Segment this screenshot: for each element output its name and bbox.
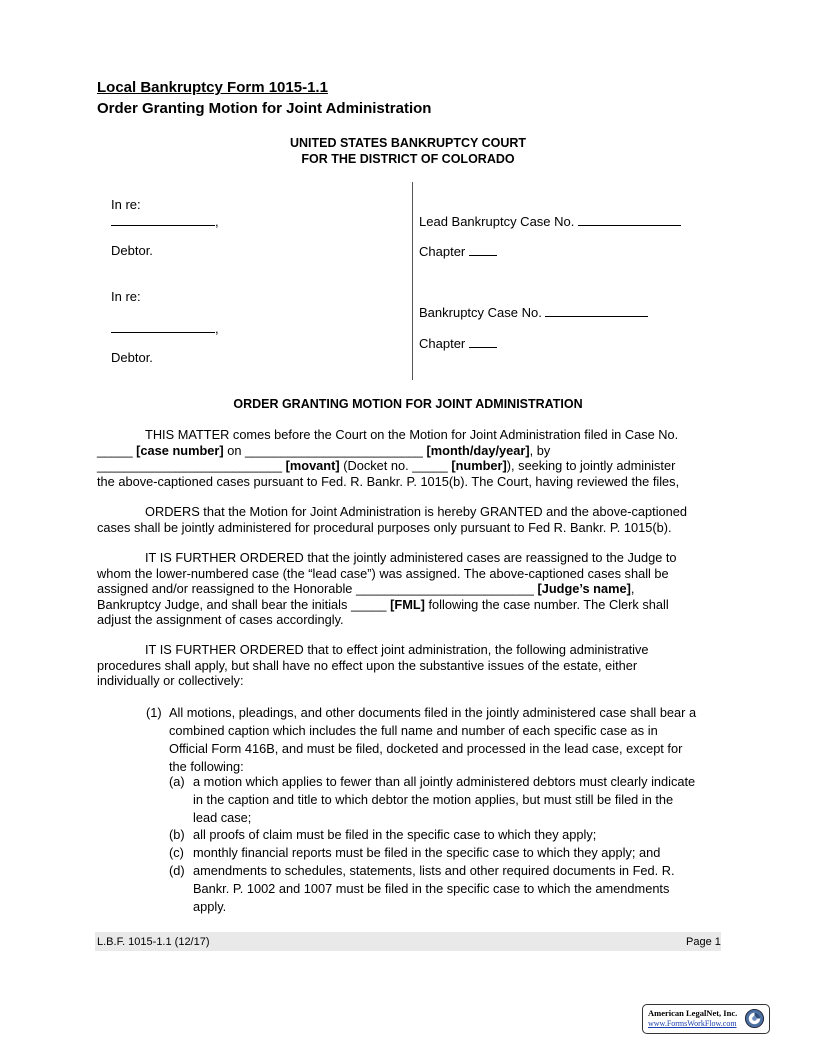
sub-item-a bbox=[193, 773, 721, 827]
chapter-1 bbox=[419, 243, 497, 260]
debtor-name-blank-2 bbox=[111, 320, 215, 333]
text: IT IS FURTHER ORDERED that to effect joint administration, the following administrative bbox=[145, 642, 649, 657]
text: the above-captioned cases pursuant to Fed. R. Bankr. P. 1015(b). The Court, having reviewed the files, bbox=[97, 473, 680, 489]
logo-url-link[interactable]: www.FormsWorkFlow.com bbox=[648, 1019, 737, 1028]
text: amendments to schedules, statements, lists and other required documents in Fed. R. bbox=[193, 863, 675, 878]
text: combined caption which includes the full name and number of each specific case as in bbox=[169, 723, 658, 738]
form-subtitle: Order Granting Motion for Joint Administration bbox=[97, 100, 432, 117]
text: monthly financial reports must be filed in the specific case to which they apply; and bbox=[193, 845, 661, 860]
judge-name-field: [Judge’s name] bbox=[537, 581, 631, 596]
chapter-label-1: Chapter bbox=[419, 244, 466, 259]
sub-item-label-d: (d) bbox=[169, 863, 185, 878]
text: adjust the assignment of cases accordingly. bbox=[97, 612, 344, 627]
blank: __________________________ bbox=[97, 458, 283, 473]
debtor-label-1: Debtor. bbox=[111, 243, 153, 258]
case-blank bbox=[545, 304, 648, 317]
text: ), seeking to jointly administer bbox=[506, 458, 676, 473]
text: , bbox=[630, 581, 635, 596]
case-label: Bankruptcy Case No. bbox=[419, 305, 542, 320]
text: (Docket no. _____ bbox=[343, 458, 448, 473]
debtor-name-blank-1 bbox=[111, 213, 215, 226]
page-number: Page 1 bbox=[686, 936, 721, 948]
paragraph-reassign bbox=[97, 550, 721, 628]
text: lead case; bbox=[193, 810, 252, 825]
caption-divider bbox=[412, 182, 413, 380]
paragraph-this-matter bbox=[97, 427, 721, 489]
text: all proofs of claim must be filed in the specific case to which they apply; bbox=[193, 827, 597, 842]
court-name: UNITED STATES BANKRUPTCY COURT bbox=[289, 136, 527, 150]
logo-company-name: American LegalNet, Inc. bbox=[648, 1008, 738, 1018]
date-field: [month/day/year] bbox=[426, 442, 530, 458]
chapter-label-2: Chapter bbox=[419, 336, 466, 351]
debtor-label-2: Debtor. bbox=[111, 350, 153, 365]
text: procedures shall apply, but shall have no effect upon the substantive issues of the estate, either bbox=[97, 657, 638, 673]
blank: _________________________ bbox=[245, 442, 423, 458]
text: , by bbox=[529, 442, 551, 458]
movant-field: [movant] bbox=[285, 458, 340, 473]
lead-case-blank bbox=[578, 213, 681, 226]
list-number: (1) bbox=[146, 705, 162, 720]
in-re-label-1: In re: bbox=[111, 197, 141, 212]
court-district: FOR THE DISTRICT OF COLORADO bbox=[301, 152, 515, 166]
chapter-blank-1 bbox=[469, 243, 497, 256]
text: All motions, pleadings, and other documents filed in the jointly administered case shall bear a bbox=[169, 705, 697, 720]
text: Official Form 416B, and must be filed, docketed and processed in the lead case, except for bbox=[169, 741, 683, 756]
sub-item-d bbox=[193, 862, 721, 916]
order-heading: ORDER GRANTING MOTION FOR JOINT ADMINISTRATION bbox=[233, 397, 583, 411]
comma: , bbox=[215, 214, 219, 229]
text: cases shall be jointly administered for procedural purposes only pursuant to Fed R. Bankr. P. 1015(b). bbox=[97, 519, 672, 535]
text: on bbox=[227, 442, 242, 458]
text: following the case number. The Clerk shall bbox=[428, 596, 669, 612]
comma: , bbox=[215, 321, 219, 336]
text: IT IS FURTHER ORDERED that the jointly administered cases are reassigned to the Judge to bbox=[145, 550, 677, 565]
globe-icon bbox=[744, 1008, 765, 1029]
form-title: Local Bankruptcy Form 1015-1.1 bbox=[97, 79, 328, 96]
paragraph-procedures bbox=[97, 642, 721, 689]
text: Bankruptcy Judge, and shall bear the initials _____ bbox=[97, 596, 387, 612]
text: a motion which applies to fewer than all jointly administered debtors must clearly indicate bbox=[193, 774, 696, 789]
sub-item-b bbox=[193, 826, 721, 844]
debtor-name-line-2 bbox=[111, 320, 219, 337]
text: the following: bbox=[169, 759, 244, 774]
case-no bbox=[419, 304, 648, 321]
in-re-label-2: In re: bbox=[111, 289, 141, 304]
lead-case-label: Lead Bankruptcy Case No. bbox=[419, 214, 575, 229]
initials-field: [FML] bbox=[390, 596, 425, 612]
list-item-text bbox=[169, 704, 721, 776]
sub-item-label-a: (a) bbox=[169, 774, 185, 789]
text: apply. bbox=[193, 899, 227, 914]
chapter-blank-2 bbox=[469, 335, 497, 348]
blank: _____ bbox=[97, 442, 133, 458]
case-number-field: [case number] bbox=[136, 442, 224, 458]
text: in the caption and title to which debtor the motion applies, but must still be filed in the bbox=[193, 792, 674, 807]
debtor-name-line-1 bbox=[111, 213, 219, 230]
text: ORDERS that the Motion for Joint Administration is hereby GRANTED and the above-captioned bbox=[145, 504, 687, 519]
lead-case-no bbox=[419, 213, 681, 230]
americanlegalnet-logo[interactable] bbox=[642, 1004, 770, 1034]
chapter-2 bbox=[419, 335, 497, 352]
sub-item-label-b: (b) bbox=[169, 827, 185, 842]
text: individually or collectively: bbox=[97, 673, 244, 688]
text: whom the lower-numbered case (the “lead case”) was assigned. The above-captioned cases shall be bbox=[97, 565, 669, 581]
footer-form-id: L.B.F. 1015-1.1 (12/17) bbox=[97, 936, 210, 948]
text: assigned and/or reassigned to the Honorable _________________________ bbox=[97, 581, 534, 596]
text: THIS MATTER comes before the Court on the Motion for Joint Administration filed in Case No. bbox=[145, 427, 679, 442]
sub-item-label-c: (c) bbox=[169, 845, 184, 860]
paragraph-orders bbox=[97, 504, 721, 535]
docket-number-field: [number] bbox=[451, 458, 507, 473]
text: Bankr. P. 1002 and 1007 must be filed in the specific case to which the amendments bbox=[193, 881, 670, 896]
sub-item-c bbox=[193, 844, 721, 862]
